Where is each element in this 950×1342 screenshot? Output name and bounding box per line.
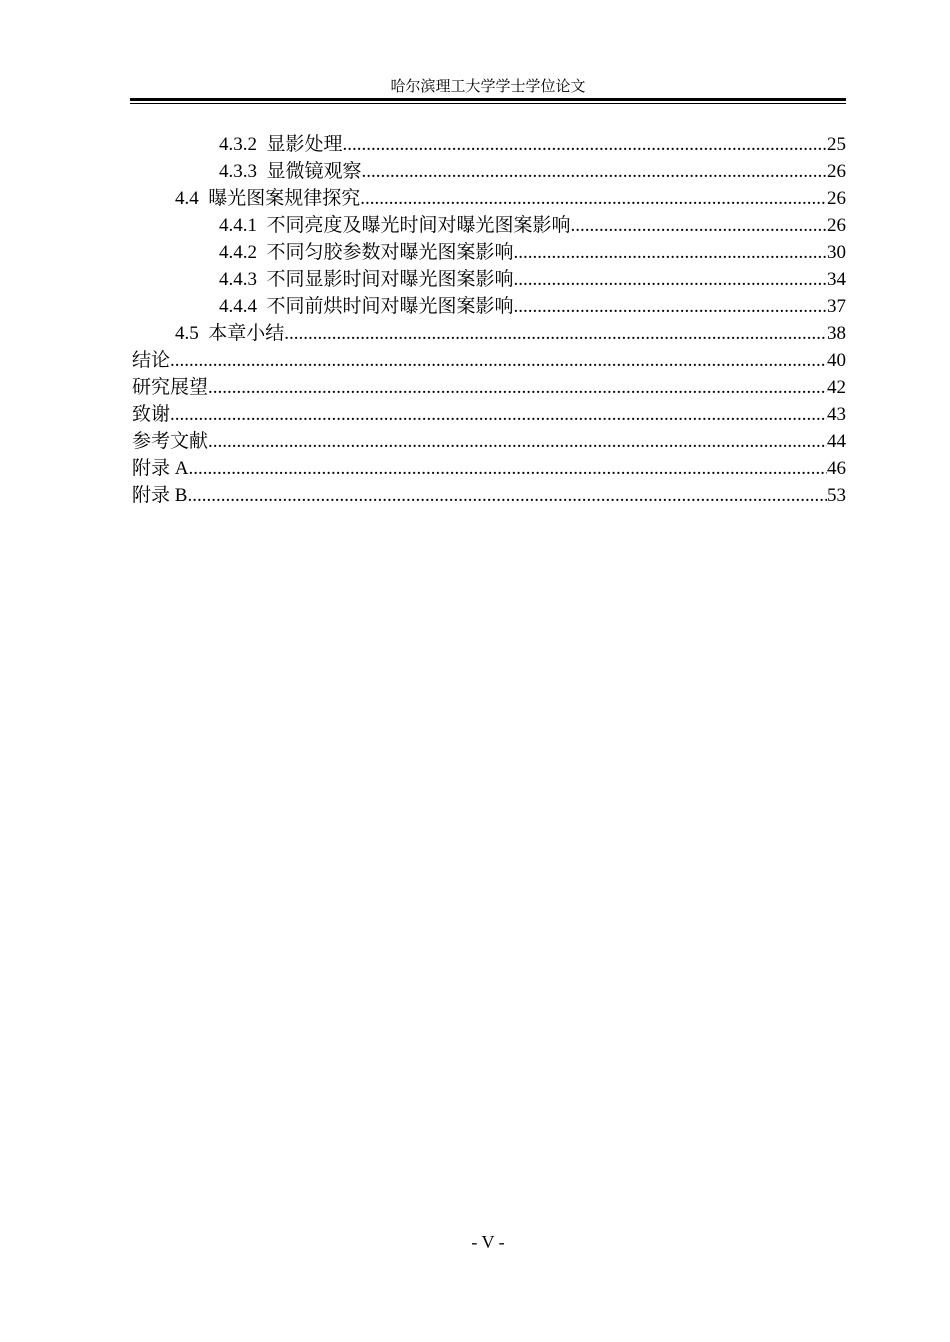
toc-entry-page: 53 — [827, 485, 846, 506]
toc-entry[interactable] — [132, 158, 846, 185]
toc-entry-title: 不同前烘时间对曝光图案影响 — [266, 296, 514, 317]
toc-entry-page: 46 — [827, 458, 846, 479]
toc-entry-page: 38 — [827, 323, 846, 344]
page-number: - V - — [471, 1232, 505, 1252]
toc-entry-page: 30 — [827, 242, 846, 263]
page-header: 哈尔滨理工大学学士学位论文 — [390, 79, 586, 95]
toc-entry-page: 40 — [827, 350, 846, 371]
toc-entry[interactable] — [132, 293, 846, 320]
toc-entry[interactable] — [132, 401, 846, 428]
toc-entry-number: 4.3.3 — [219, 161, 257, 182]
toc-entry-title: 不同匀胶参数对曝光图案影响 — [266, 242, 514, 263]
toc-entry-leader — [571, 212, 827, 239]
toc-entry[interactable] — [132, 482, 846, 509]
toc-entry-gap — [257, 296, 267, 317]
header-rule-thick — [130, 98, 846, 101]
toc-entry-page: 26 — [827, 188, 846, 209]
toc-entry-gap — [257, 134, 267, 155]
toc-entry-title: 参考文献 — [132, 431, 209, 452]
toc-entry-label — [219, 212, 571, 239]
toc-entry[interactable] — [132, 374, 846, 401]
toc-entry[interactable] — [132, 131, 846, 158]
toc-entry-leader — [188, 455, 827, 482]
toc-entry-label — [219, 131, 343, 158]
toc-entry-gap — [257, 215, 267, 236]
toc-entry[interactable] — [132, 428, 846, 455]
toc-entry-number: 4.3.2 — [219, 134, 257, 155]
toc-entry-leader — [514, 239, 827, 266]
toc-entry-title: 不同显影时间对曝光图案影响 — [266, 269, 514, 290]
toc-entry-label — [132, 428, 208, 455]
toc-entry-page: 42 — [827, 377, 846, 398]
toc-entry-page: 44 — [827, 431, 846, 452]
toc-entry-leader — [360, 185, 827, 212]
toc-entry-number: 4.5 — [175, 323, 199, 344]
toc-entry[interactable] — [132, 455, 846, 482]
toc-entry-label — [175, 320, 284, 347]
toc-entry-gap — [257, 242, 267, 263]
toc-entry-gap — [199, 188, 209, 209]
toc-entry-title: 致谢 — [132, 404, 171, 425]
toc-entry-page: 37 — [827, 296, 846, 317]
toc-entry-page: 34 — [827, 269, 846, 290]
toc-entry-leader — [208, 428, 827, 455]
toc-entry-number: 4.4.2 — [219, 242, 257, 263]
toc-entry[interactable] — [132, 185, 846, 212]
toc-entry-leader — [514, 293, 827, 320]
toc-entry-title: 显微镜观察 — [266, 161, 362, 182]
toc-entry-label — [219, 158, 362, 185]
toc-entry-label — [132, 347, 170, 374]
header-rule-thin — [130, 103, 846, 104]
toc-entry-label — [219, 293, 514, 320]
table-of-contents — [132, 131, 846, 509]
toc-entry-leader — [170, 347, 827, 374]
toc-entry-page: 25 — [827, 134, 846, 155]
toc-entry-leader — [284, 320, 827, 347]
toc-entry[interactable] — [132, 347, 846, 374]
toc-entry-title: 研究展望 — [132, 377, 209, 398]
toc-entry[interactable] — [132, 320, 846, 347]
toc-entry-gap — [257, 161, 267, 182]
toc-entry-page: 43 — [827, 404, 846, 425]
toc-entry-label — [219, 266, 514, 293]
toc-entry-number: 4.4.1 — [219, 215, 257, 236]
toc-entry-leader — [208, 374, 827, 401]
toc-entry-number: 4.4.3 — [219, 269, 257, 290]
toc-entry-title: 显影处理 — [266, 134, 343, 155]
toc-entry-number: 4.4 — [175, 188, 199, 209]
toc-entry-label — [132, 455, 188, 482]
toc-entry-title: 曝光图案规律探究 — [208, 188, 361, 209]
toc-entry-title: 附录 B — [132, 485, 188, 506]
toc-entry-page: 26 — [827, 215, 846, 236]
toc-entry-label — [132, 401, 170, 428]
toc-entry[interactable] — [132, 212, 846, 239]
toc-entry-leader — [343, 131, 827, 158]
toc-entry[interactable] — [132, 239, 846, 266]
toc-entry-label — [219, 239, 514, 266]
toc-entry[interactable] — [132, 266, 846, 293]
toc-entry-label — [132, 482, 187, 509]
toc-entry-leader — [514, 266, 827, 293]
toc-entry-page: 26 — [827, 161, 846, 182]
toc-entry-leader — [170, 401, 827, 428]
toc-entry-gap — [257, 269, 267, 290]
toc-entry-title: 结论 — [132, 350, 171, 371]
toc-entry-label — [132, 374, 208, 401]
toc-entry-title: 附录 A — [132, 458, 189, 479]
toc-entry-title: 不同亮度及曝光时间对曝光图案影响 — [266, 215, 571, 236]
toc-entry-label — [175, 185, 360, 212]
toc-entry-gap — [199, 323, 209, 344]
toc-entry-title: 本章小结 — [208, 323, 285, 344]
toc-entry-number: 4.4.4 — [219, 296, 257, 317]
toc-entry-leader — [362, 158, 827, 185]
toc-entry-leader — [187, 482, 827, 509]
